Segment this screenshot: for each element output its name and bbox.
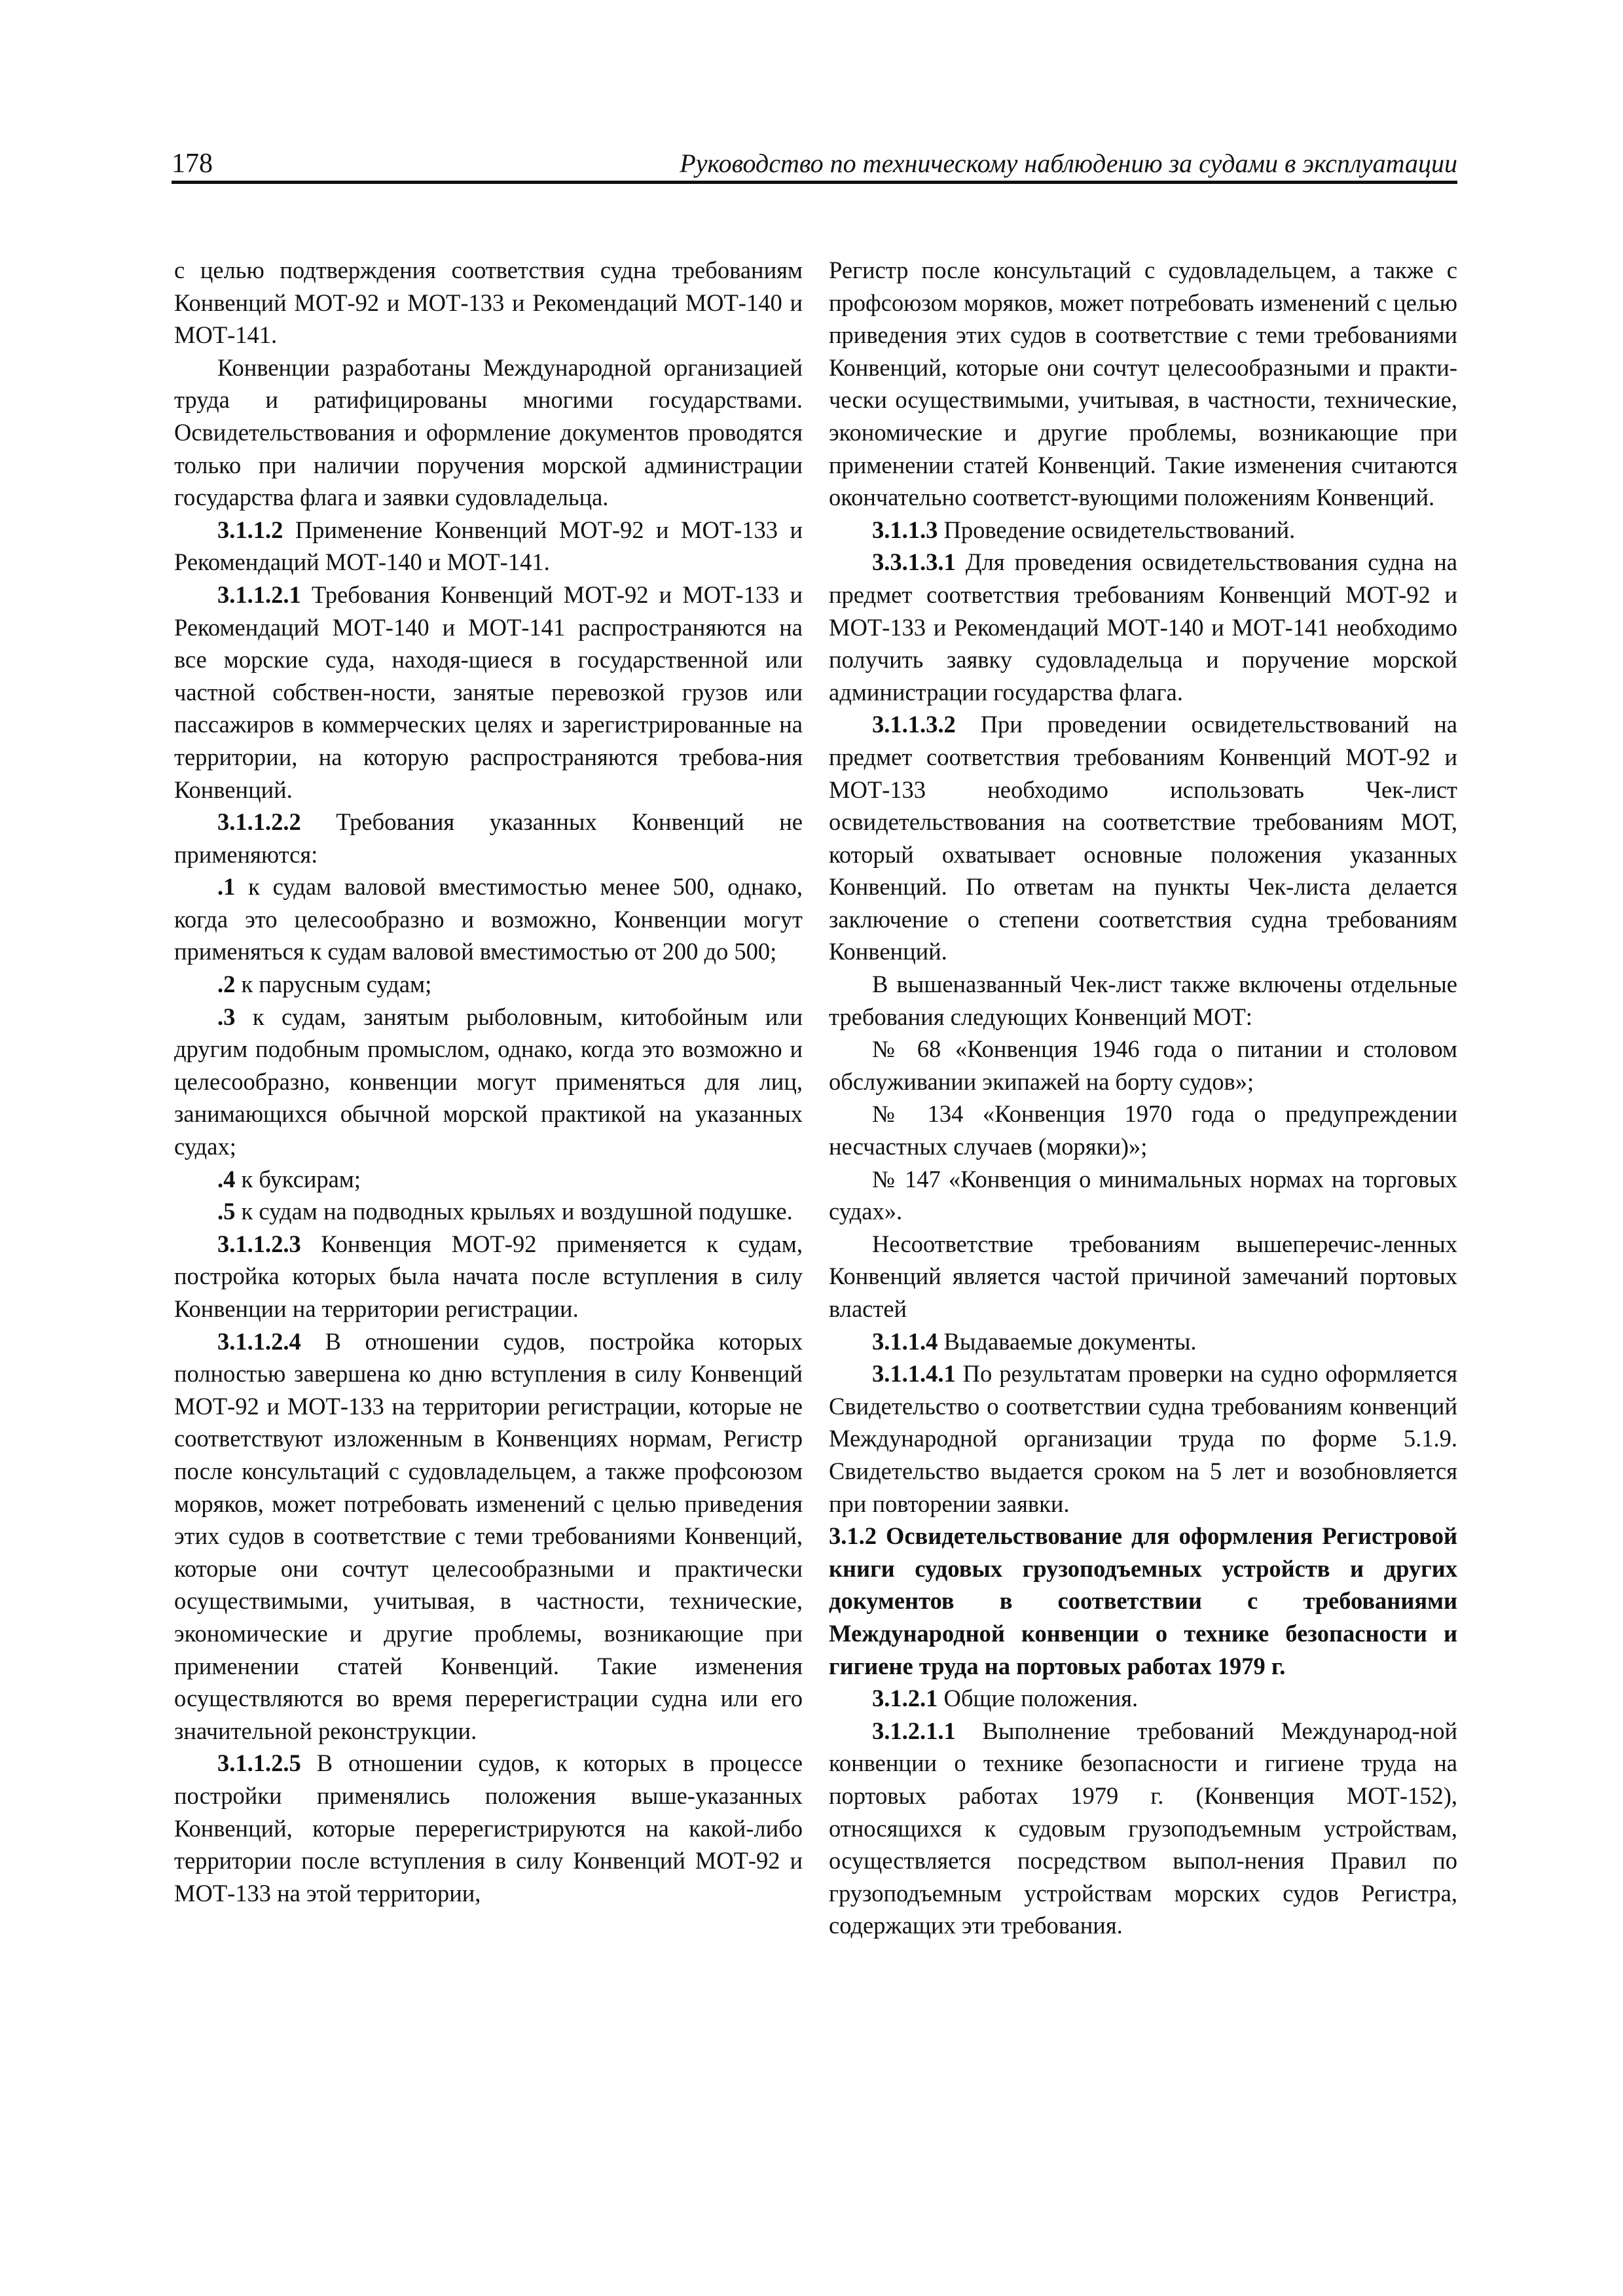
section-3-1-1-2-1: 3.1.1.2.1 Требования Конвенций МОТ-92 и МОТ-133 и Рекомендаций МОТ-140 и МОТ-141 распространяются на все морские суда, находя-щиеся в государственной или частной собствен-ности, занятые перевозкой грузов или пассажиров в коммерческих целях и зарегистрированные на территории, на которую распространяются требова-ния Конвенций. — [174, 581, 803, 803]
section-3-3-1-3-1: 3.3.1.3.1 Для проведения освидетельствования судна на предмет соответствия требованиям Конвенций МОТ-92 и МОТ-133 и Рекомендаций МОТ-140 и МОТ-141 необходимо получить заявку судовладельца и поручение морской администрации государства флага. — [829, 548, 1457, 706]
running-title: Руководство по техническому наблюдению за судами в эксплуатации — [680, 149, 1457, 178]
paragraph: с целью подтверждения соответствия судна требованиям Конвенций МОТ-92 и МОТ-133 и Рекомендаций МОТ-140 и МОТ-141. — [174, 257, 803, 349]
section-3-1-1-4-1: 3.1.1.4.1 По результатам проверки на судно оформляется Свидетельство о соответствии судна требованиям конвенций Международной организации труда по форме 5.1.9. Свидетельство выдается сроком на 5 лет и возобновляется при повторении заявки. — [829, 1360, 1457, 1517]
section-number: 3.1.1.2.3 — [217, 1230, 301, 1257]
section-heading-3-1-2: 3.1.2 Освидетельствование для оформления Регистровой книги судовых грузоподъемных устройств и других документов в соответствии с требованиями Международной конвенции о технике безопасности и гигиене труда на портовых работах 1979 г. — [829, 1522, 1457, 1679]
list-item: .4 к буксирам; — [217, 1165, 361, 1193]
header-rule — [172, 181, 1457, 184]
page-number: 178 — [172, 149, 213, 179]
section-3-1-1-2: 3.1.1.2 Применение Конвенций МОТ-92 и МОТ-133 и Рекомендаций МОТ-140 и МОТ-141. — [174, 516, 803, 576]
convention-item: № 134 «Конвенция 1970 года о предупреждении несчастных случаев (моряки)»; — [829, 1100, 1457, 1160]
paragraph: Конвенции разработаны Международной организацией труда и ратифицированы многими государствами. Освидетельствования и оформление документов проводятся только при наличии поручения морской администрации государства флага и заявки судовладельца. — [174, 353, 803, 511]
section-number: 3.1.2.1.1 — [872, 1717, 956, 1744]
right-column — [829, 254, 1457, 1942]
paragraph: Регистр после консультаций с судовладельцем, а также с профсоюзом моряков, может потребовать изменений с целью приведения этих судов в соответствие с теми требованиями Конвенций, которые они сочтут целесообразными и практи-чески осуществимыми, учитывая, в частности, технические, экономические и другие проблемы, возникающие при применении статей Конвенций. Такие изменения считаются окончательно соответст-вующими положениям Конвенций. — [829, 257, 1457, 511]
section-number: 3.1.1.3 — [872, 516, 938, 543]
section-number: 3.1.1.2.2 — [217, 808, 301, 836]
list-item: .1 к судам валовой вместимостью менее 500, однако, когда это целесообразно и возможно, Конвенции могут применяться к судам валовой вместимостью от 200 до 500; — [174, 873, 803, 965]
convention-item: № 68 «Конвенция 1946 года о питании и столовом обслуживании экипажей на борту судов»; — [829, 1035, 1457, 1095]
paragraph: Несоответствие требованиям вышеперечис-ленных Конвенций является частой причиной замечаний портовых властей — [829, 1230, 1457, 1322]
list-item: .5 к судам на подводных крыльях и воздушной подушке. — [217, 1198, 793, 1225]
section-3-1-1-3: 3.1.1.3 Проведение освидетельствований. — [872, 516, 1296, 543]
page-header — [172, 145, 1457, 182]
left-column — [174, 254, 803, 1909]
section-3-1-1-4: 3.1.1.4 Выдаваемые документы. — [872, 1327, 1197, 1355]
list-number: .2 — [217, 971, 236, 998]
section-3-1-2-1-1: 3.1.2.1.1 Выполнение требований Международ-ной конвенции о технике безопасности и гигиене труда на портовых работах 1979 г. (Конвенция МОТ-152), относящихся к судовым грузоподъемным устройствам, осуществляется посредством выпол-нения Правил по грузоподъемным устройствам морских судов Регистра, содержащих эти требования. — [829, 1717, 1457, 1939]
section-number: 3.1.2.1 — [872, 1685, 938, 1712]
section-number: 3.1.1.2 — [217, 516, 283, 543]
section-3-1-1-2-5: 3.1.1.2.5 В отношении судов, к которых в процессе постройки применялись положения выше-указанных Конвенций, которые перерегистрируются на какой-либо территории после вступления в силу Конвенций МОТ-92 и МОТ-133 на этой территории, — [174, 1749, 803, 1907]
list-number: .4 — [217, 1165, 236, 1193]
list-number: .5 — [217, 1198, 236, 1225]
list-item: .3 к судам, занятым рыболовным, китобойным или другим подобным промыслом, однако, когда это возможно и целесообразно, конвенции могут применяться для лиц, занимающихся обычной морской практикой на указанных судах; — [174, 1003, 803, 1160]
section-3-1-1-2-3: 3.1.1.2.3 Конвенция МОТ-92 применяется к судам, постройка которых была начата после вступления в силу Конвенции на территории регистрации. — [174, 1230, 803, 1322]
section-3-1-1-2-2: 3.1.1.2.2 Требования указанных Конвенций не применяются: — [174, 808, 803, 868]
section-number: 3.1.1.2.4 — [217, 1327, 301, 1355]
section-number: 3.1.1.3.2 — [872, 711, 956, 738]
section-number: 3.1.1.4.1 — [872, 1360, 956, 1388]
list-number: .1 — [217, 873, 236, 901]
section-3-1-2-1: 3.1.2.1 Общие положения. — [872, 1685, 1139, 1712]
section-3-1-1-2-4: 3.1.1.2.4 В отношении судов, постройка которых полностью завершена ко дню вступления в силу Конвенций МОТ-92 и МОТ-133 на территории регистрации, которые не соответствуют изложенным в Конвенциях нормам, Регистр после консультаций с судовладельцем, а также профсоюзом моряков, может потребовать изменений с целью приведения этих судов в соответствие с теми требованиями Конвенций, которые они сочтут целесообразными и практически осуществимыми, учитывая, в частности, технические, экономические и другие проблемы, возникающие при применении статей Конвенций. Такие изменения осуществляются во время перерегистрации судна или его значительной реконструкции. — [174, 1327, 803, 1744]
section-3-1-1-3-2: 3.1.1.3.2 При проведении освидетельствований на предмет соответствия требованиям Конвенций МОТ-92 и МОТ-133 необходимо использовать Чек-лист освидетельствования на соответствие требованиям МОТ, который охватывает основные положения указанных Конвенций. По ответам на пункты Чек-листа делается заключение о степени соответствия судна требованиям Конвенций. — [829, 711, 1457, 965]
list-number: .3 — [217, 1003, 236, 1030]
section-number: 3.1.1.2.5 — [217, 1749, 301, 1777]
section-number: 3.1.1.2.1 — [217, 581, 301, 608]
list-item: .2 к парусным судам; — [217, 971, 432, 998]
section-number: 3.3.1.3.1 — [872, 548, 956, 576]
section-number: 3.1.1.4 — [872, 1327, 938, 1355]
paragraph: В вышеназванный Чек-лист также включены отдельные требования следующих Конвенций МОТ: — [829, 971, 1457, 1030]
convention-item: № 147 «Конвенция о минимальных нормах на торговых судах». — [829, 1165, 1457, 1225]
